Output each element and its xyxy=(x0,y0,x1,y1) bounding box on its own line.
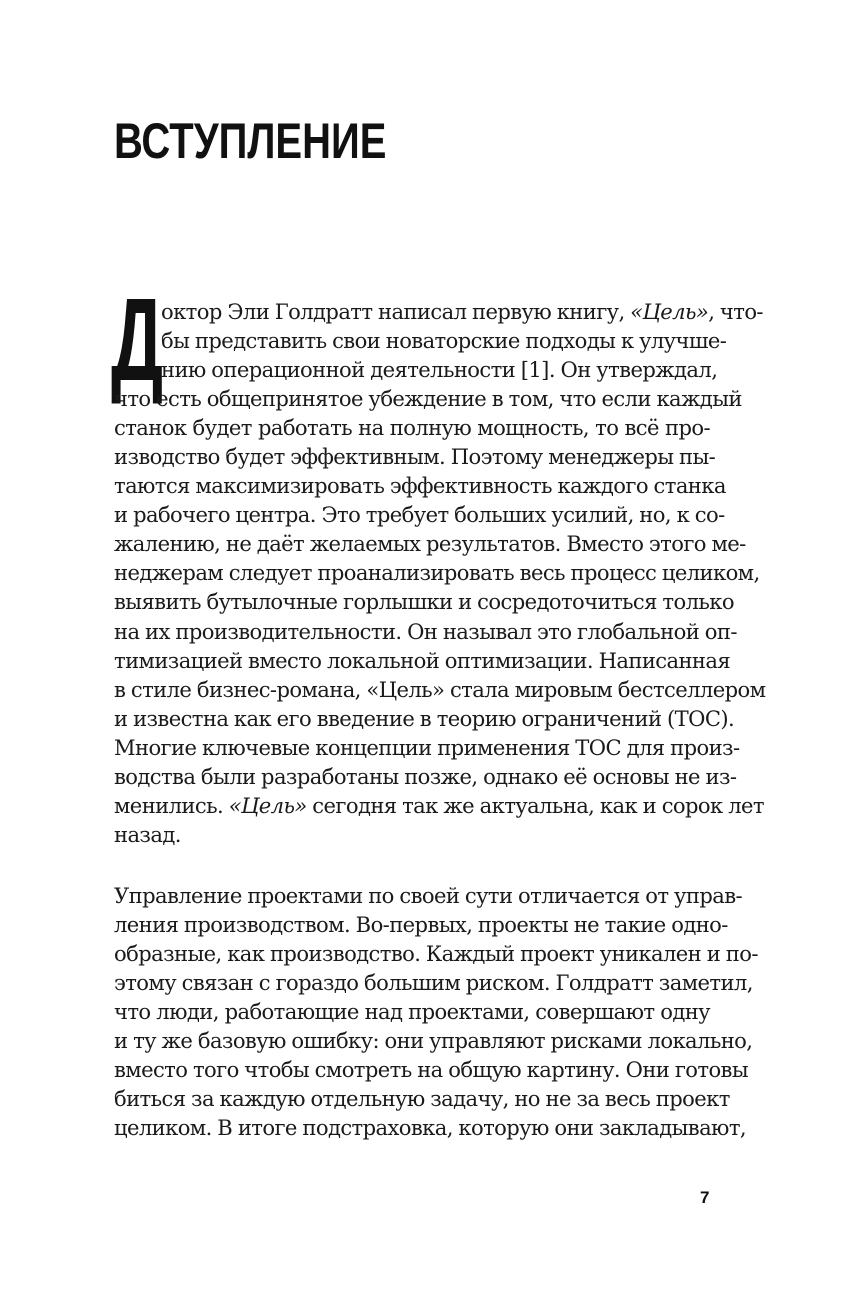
text-line: нию операционной деятельности [1]. Он утверждал, xyxy=(161,357,718,383)
text-line: и рабочего центра. Это требует больших усилий, но, к со- xyxy=(114,502,725,528)
page-number: 7 xyxy=(700,1188,710,1207)
text-line: на их производительности. Он называл это глобальной оп- xyxy=(114,618,737,644)
text-line: тимизацией вместо локальной оптимизации. Написанная xyxy=(114,647,731,673)
text-line: изводство будет эффективным. Поэтому менеджеры пы- xyxy=(114,444,716,470)
text-line: Управление проектами по своей сути отличается от управ- xyxy=(114,883,743,908)
text-line: бы представить свои новаторские подходы к улучше- xyxy=(161,328,727,354)
page-title: ВСТУПЛЕНИЕ xyxy=(114,113,387,169)
text-line: что есть общепринятое убеждение в том, что если каждый xyxy=(114,386,742,412)
text-line: целиком. В итоге подстраховка, которую они закладывают, xyxy=(114,1115,746,1141)
book-title: «Цель» xyxy=(630,299,709,324)
text-line: и известна как его введение в теорию ограничений (TOC). xyxy=(114,705,735,731)
text-line: назад. xyxy=(114,821,181,847)
text-line: неджерам следует проанализировать весь процесс целиком, xyxy=(114,560,760,586)
text-line: биться за каждую отдельную задачу, но не за весь проект xyxy=(114,1086,730,1112)
drop-cap: Д xyxy=(111,274,164,406)
book-title: «Цель» xyxy=(228,792,307,818)
text-line: станок будет работать на полную мощность, то всё про- xyxy=(114,415,710,441)
text-line: этому связан с гораздо большим риском. Голдратт заметил, xyxy=(114,970,753,996)
text-line: образные, как производство. Каждый проект уникален и по- xyxy=(114,941,758,967)
text-line: таются максимизировать эффективность каждого станка xyxy=(114,473,726,499)
text-line: водства были разработаны позже, однако её основы не из- xyxy=(114,763,737,789)
text-line: жалению, не даёт желаемых результатов. Вместо этого ме- xyxy=(114,531,746,557)
text-line: Многие ключевые концепции применения TOC для произ- xyxy=(114,734,740,760)
paragraph-project-management xyxy=(114,881,758,1142)
text-line: что люди, работающие над проектами, совершают одну xyxy=(114,999,710,1025)
paragraph-intro xyxy=(114,297,766,849)
text-line: октор Эли Голдратт написал первую книгу, «Цель», что- xyxy=(161,299,763,324)
text-line: вместо того чтобы смотреть на общую картину. Они готовы xyxy=(114,1057,749,1083)
text-line: выявить бутылочные горлышки и сосредоточиться только xyxy=(114,589,734,615)
text-line: в стиле бизнес-романа, «Цель» стала мировым бестселлером xyxy=(114,676,766,702)
text-line: и ту же базовую ошибку: они управляют рисками локально, xyxy=(114,1028,753,1054)
text-line: менились. «Цель» сегодня так же актуальна, как и сорок лет xyxy=(114,792,764,818)
text-line: ления производством. Во-первых, проекты не такие одно- xyxy=(114,912,728,938)
